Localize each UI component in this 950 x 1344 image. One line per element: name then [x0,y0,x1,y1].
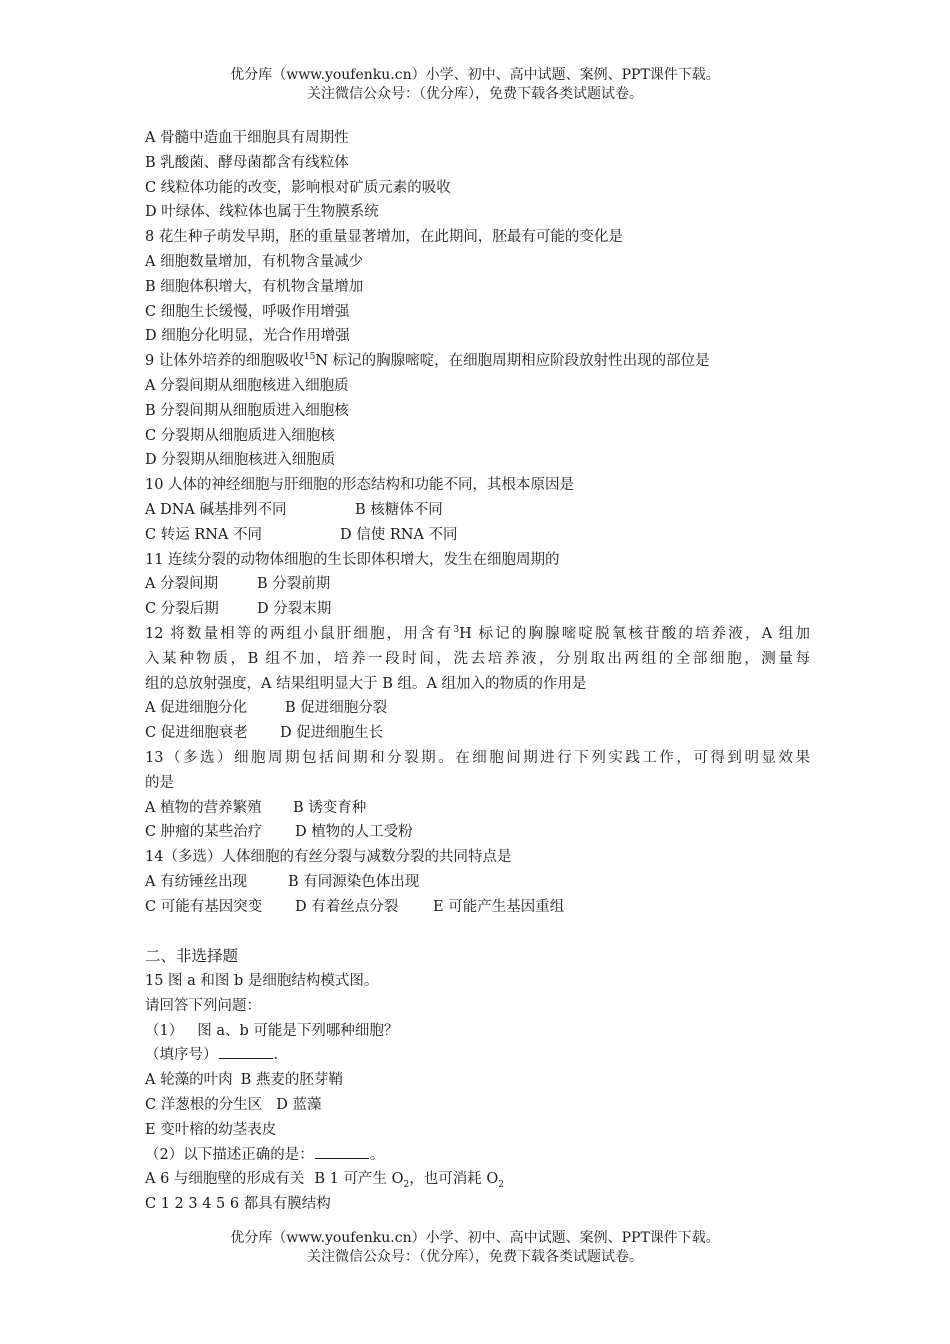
q15-part-2-option-b-sub-2: 2 [498,1180,504,1191]
q15-part-2 [145,1143,810,1168]
q7-option-b: B 乳酸菌、酵母菌都含有线粒体 [145,154,349,171]
q7-option-d: D 叶绿体、线粒体也属于生物膜系统 [145,204,379,221]
q11-option-b: B 分裂前期 [257,576,331,593]
q7-option-a: A 骨髓中造血干细胞具有周期性 [145,130,349,146]
q12-option-d: D 促进细胞生长 [280,725,384,742]
q15-part-1-answer-blank[interactable] [219,1044,273,1059]
q15-part-2-option-b [314,1171,504,1191]
q11-option-a: A 分裂间期 [145,576,219,593]
page-header [0,66,950,104]
q15-part-1 [145,1019,810,1044]
footer-line-1: 优分库（www.youfenku.cn）小学、初中、高中试题、案例、PPT课件下载。 [230,1230,720,1246]
q15-part-2-option-b-mid: ，也可消耗 O [409,1171,499,1188]
q14-stem: 14（多选）人体细胞的有丝分裂与减数分裂的共同特点是 [145,849,512,866]
q15-part-2-option-b-pre: B 1 可产生 O [314,1171,404,1188]
q15-options-cd [145,1093,810,1118]
q15-part-1-fill-label: （填序号） [145,1047,218,1064]
q13-option-d: D 植物的人工受粉 [295,824,413,841]
q11-options-ab [145,572,810,597]
q9-stem-pre: 9 让体外培养的细胞吸收 [145,353,304,370]
q12-stem-line-2: 入某种物质，B 组不加，培养一段时间，洗去培养液，分别取出两组的全部细胞，测量每 [145,650,810,667]
q12-stem-pre: 12 将数量相等的两组小鼠肝细胞，用含有 [145,625,454,642]
q13-option-c: C 肿瘤的某些治疗 [145,824,263,841]
q15-option-d: D 蓝藻 [276,1097,322,1114]
q12-isotope-mass: 3 [453,625,460,636]
q14-option-e: E 可能产生基因重组 [433,898,565,915]
q14-option-c: C 可能有基因突变 [145,898,263,915]
header-line-2: 关注微信公众号：（优分库），免费下载各类试题试卷。 [307,86,643,102]
q13-options-cd [145,820,810,845]
q12-stem-post: H 标记的胸腺嘧啶脱氧核苷酸的培养液，A 组加 [459,625,810,642]
q8-option-c: C 细胞生长缓慢，呼吸作用增强 [145,303,350,320]
q13-option-b: B 诱变育种 [293,799,367,816]
section-2-title: 二、非选择题 [145,947,239,966]
q15-prompt: 请回答下列问题： [145,997,261,1014]
q15-option-b: B 燕麦的胚芽鞘 [240,1072,343,1089]
q9-option-d: D 分裂期从细胞核进入细胞质 [145,452,336,469]
q8-stem: 8 花生种子萌发早期，胚的重量显著增加，在此期间，胚最有可能的变化是 [145,229,623,246]
q10-option-d: D 信使 RNA 不同 [340,526,458,543]
q15-part-2-answer-blank[interactable] [315,1144,369,1159]
q12-option-a: A 促进细胞分化 [145,700,248,717]
q15-part-2-options-ab [145,1167,810,1192]
q13-options-ab [145,796,810,821]
q13-stem-line-2: 的是 [145,774,174,791]
q12-stem-line-3: 组的总放射强度，A 结果组明显大于 B 组。A 组加入的物质的作用是 [145,675,587,692]
q15-options-ab [145,1068,810,1093]
q9-stem [145,349,810,374]
q11-option-c: C 分裂后期 [145,601,219,618]
q9-option-a: A 分裂间期从细胞核进入细胞质 [145,377,349,394]
q14-options-cde [145,895,810,920]
q13-stem-line-1: 13（多选）细胞周期包括间期和分裂期。在细胞间期进行下列实践工作，可得到明显效果 [145,749,810,766]
q15-part-2-option-a: A 6 与细胞壁的形成有关 [145,1171,305,1188]
q8-option-d: D 细胞分化明显，光合作用增强 [145,328,350,345]
q8-option-a: A 细胞数量增加，有机物含量减少 [145,253,364,270]
page-footer [0,1229,950,1267]
q10-options-cd [145,523,810,548]
q12-stem-line-1 [145,622,810,647]
q11-options-cd [145,597,810,622]
q15-part-1-text: 图 a、b 可能是下列哪种细胞？ [197,1022,399,1039]
header-line-1: 优分库（www.youfenku.cn）小学、初中、高中试题、案例、PPT课件下载。 [230,67,720,83]
q8-option-b: B 细胞体积增大，有机物含量增加 [145,278,364,295]
q14-option-b: B 有同源染色体出现 [288,873,420,890]
q15-part-2-end: 。 [369,1146,385,1163]
q10-options-ab [145,498,810,523]
document-body [145,126,810,1217]
q9-option-c: C 分裂期从细胞质进入细胞核 [145,427,335,444]
q14-options-ab [145,870,810,895]
q7-option-c: C 线粒体功能的改变，影响根对矿质元素的吸收 [145,179,451,196]
q10-option-a: A DNA 碱基排列不同 [145,501,287,518]
q15-option-e: E 变叶榕的幼茎表皮 [145,1121,277,1138]
q15-part-1-number: （1） [145,1022,184,1039]
q12-options-cd [145,721,810,746]
q13-option-a: A 植物的营养繁殖 [145,799,262,816]
section-spacer [145,920,810,945]
q15-part-2-option-b-sub-1: 2 [403,1180,410,1191]
q11-stem: 11 连续分裂的动物体细胞的生长即体积增大，发生在细胞周期的 [145,551,560,568]
q15-option-a: A 轮藻的叶肉 [145,1072,233,1089]
footer-line-2: 关注微信公众号：（优分库），免费下载各类试题试卷。 [307,1249,643,1265]
q14-option-a: A 有纺锤丝出现 [145,873,248,890]
q12-option-b: B 促进细胞分裂 [285,700,388,717]
q9-option-b: B 分裂间期从细胞质进入细胞核 [145,402,349,419]
q12-option-c: C 促进细胞衰老 [145,725,248,742]
q10-option-c: C 转运 RNA 不同 [145,526,262,543]
q11-option-d: D 分裂末期 [257,601,332,618]
q15-option-c: C 洋葱根的分生区 [145,1097,263,1114]
q15-part-1-fill [145,1043,810,1068]
q9-isotope-mass: 15 [303,352,316,363]
q15-part-1-end: . [273,1047,279,1064]
q15-stem: 15 图 a 和图 b 是细胞结构模式图。 [145,973,379,990]
q9-stem-post: N 标记的胸腺嘧啶，在细胞周期相应阶段放射性出现的部位是 [315,353,710,370]
q14-option-d: D 有着丝点分裂 [295,898,399,915]
q10-option-b: B 核糖体不同 [355,501,443,518]
q15-part-2-text: （2）以下描述正确的是： [145,1146,314,1163]
q12-options-ab [145,696,810,721]
q15-part-2-option-c: C 1 2 3 4 5 6 都具有膜结构 [145,1196,331,1213]
q10-stem: 10 人体的神经细胞与肝细胞的形态结构和功能不同，其根本原因是 [145,477,575,494]
